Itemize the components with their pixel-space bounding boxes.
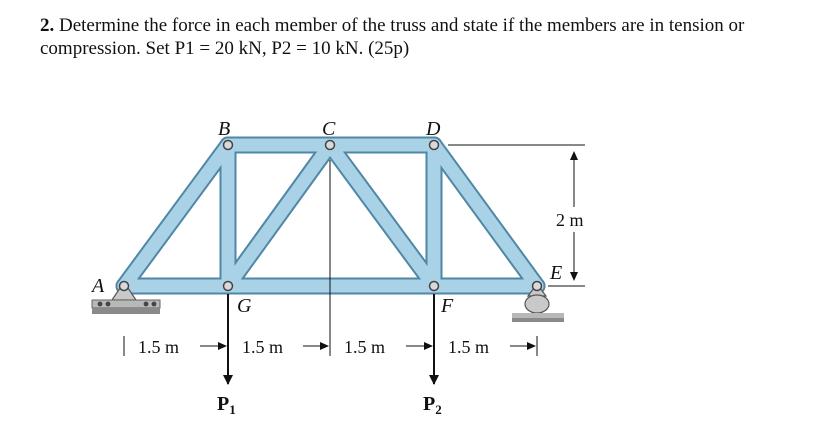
load-label-p2: $P_2$: [423, 393, 442, 417]
label-joint-A: A: [92, 275, 105, 297]
label-joint-C: C: [322, 118, 336, 140]
problem-number: 2.: [40, 15, 55, 36]
load-label-p1: $P_1$: [217, 393, 236, 417]
label-joint-G: G: [237, 295, 252, 317]
pin-G: [224, 282, 233, 291]
dimension-span-4: 1.5 m: [448, 337, 490, 357]
pin-C: [326, 141, 335, 150]
pin-A: [120, 282, 129, 291]
pin-F: [430, 282, 439, 291]
dimension-span-2: 1.5 m: [242, 337, 284, 357]
label-joint-E: E: [550, 262, 563, 284]
label-joint-D: D: [426, 118, 441, 140]
member-GC: [228, 145, 330, 286]
label-joint-B: B: [218, 118, 231, 140]
member-AB: [124, 145, 228, 286]
pin-B: [224, 141, 233, 150]
dimension-height: 2 m: [556, 210, 584, 230]
pin-D: [430, 141, 439, 150]
member-CF: [330, 145, 434, 286]
label-joint-F: F: [441, 295, 454, 317]
dimension-span-1: 1.5 m: [138, 337, 180, 357]
pin-E: [533, 282, 542, 291]
member-DE: [434, 145, 537, 286]
dimension-span-3: 1.5 m: [344, 337, 386, 357]
problem-text: Determine the force in each member of the truss and state if the members are in tension or compression. Set P1 = 20 kN, P2 = 10 kN. (25p): [40, 15, 745, 59]
